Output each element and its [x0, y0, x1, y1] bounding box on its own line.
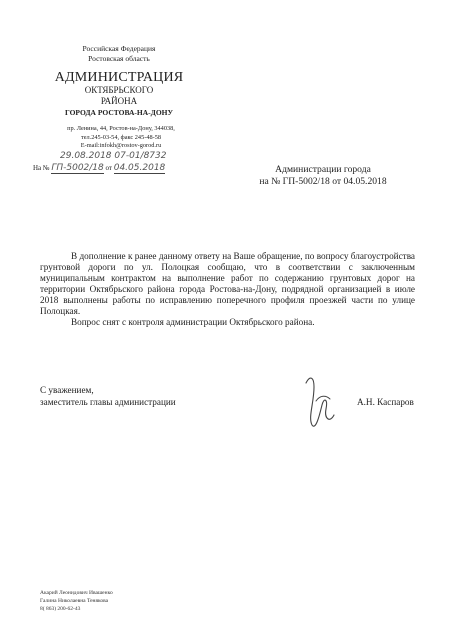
- email-line: E-mail:infokh@rostov-gorod.ru: [80, 142, 162, 149]
- body-paragraph-1: В дополнение к ранее данному ответу на Ваше обращение, по вопросу благоустройства грунтовой дороги по ул. Полоцкая сообщаю, что в соответствии с заключенным муниципальным контрактом на выполнение работ по содержанию грунтовых дорог на территории Октябрьского района города Ростова-на-Дону, подрядной организацией в июле 2018 выполнены работы по исправлению поперечного профиля проезжей части по улице Полоцкая.: [40, 251, 415, 316]
- signer-name: А.Н. Каспаров: [357, 397, 414, 407]
- handwritten-signature: [300, 373, 340, 435]
- reference-number: ГП-5002/18: [51, 163, 104, 173]
- executors-block: [40, 589, 113, 613]
- executor-2: Галина Николаевна Тенякова: [40, 598, 109, 604]
- reference-prefix: На №: [33, 164, 50, 172]
- address-line-1: пр. Ленина, 44, Ростов-на-Дону, 344038,: [67, 125, 175, 132]
- addressee-line-2: на № ГП-5002/18 от 04.05.2018: [259, 176, 387, 187]
- addressee-block: [248, 164, 398, 188]
- reference-from-label: от: [105, 164, 112, 172]
- executor-phone: 8( 863) 200-62-43: [40, 606, 81, 612]
- city-name: ГОРОДА РОСТОВА-НА-ДОНУ: [64, 108, 173, 117]
- letter-body: [40, 251, 415, 328]
- reference-line: [33, 163, 165, 174]
- district-line-1: ОКТЯБРЬСКОГО: [84, 85, 154, 95]
- handwritten-registration: 29.08.2018 07-01/8732: [60, 151, 167, 161]
- addressee-line-1: Администрации города: [275, 164, 371, 175]
- regards-block: [40, 384, 176, 408]
- body-paragraph-2: Вопрос снят с контроля администрации Октябрьского района.: [71, 317, 315, 327]
- administration-title: АДМИНИСТРАЦИЯ: [54, 70, 184, 85]
- country-name: Российская Федерация: [82, 44, 156, 53]
- letterhead-address: [46, 125, 196, 151]
- region-name: Ростовская область: [88, 54, 150, 63]
- reference-date: 04.05.2018: [113, 163, 166, 173]
- regards-line-1: С уважением,: [40, 385, 94, 395]
- letterhead: [44, 44, 194, 118]
- regards-line-2: заместитель главы администрации: [40, 397, 176, 407]
- address-line-2: тел.245-03-54, факс 245-48-58: [80, 133, 162, 141]
- district-line-2: РАЙОНА: [100, 96, 138, 106]
- executor-1: Акарий Леонидович Ивашенко: [40, 590, 113, 596]
